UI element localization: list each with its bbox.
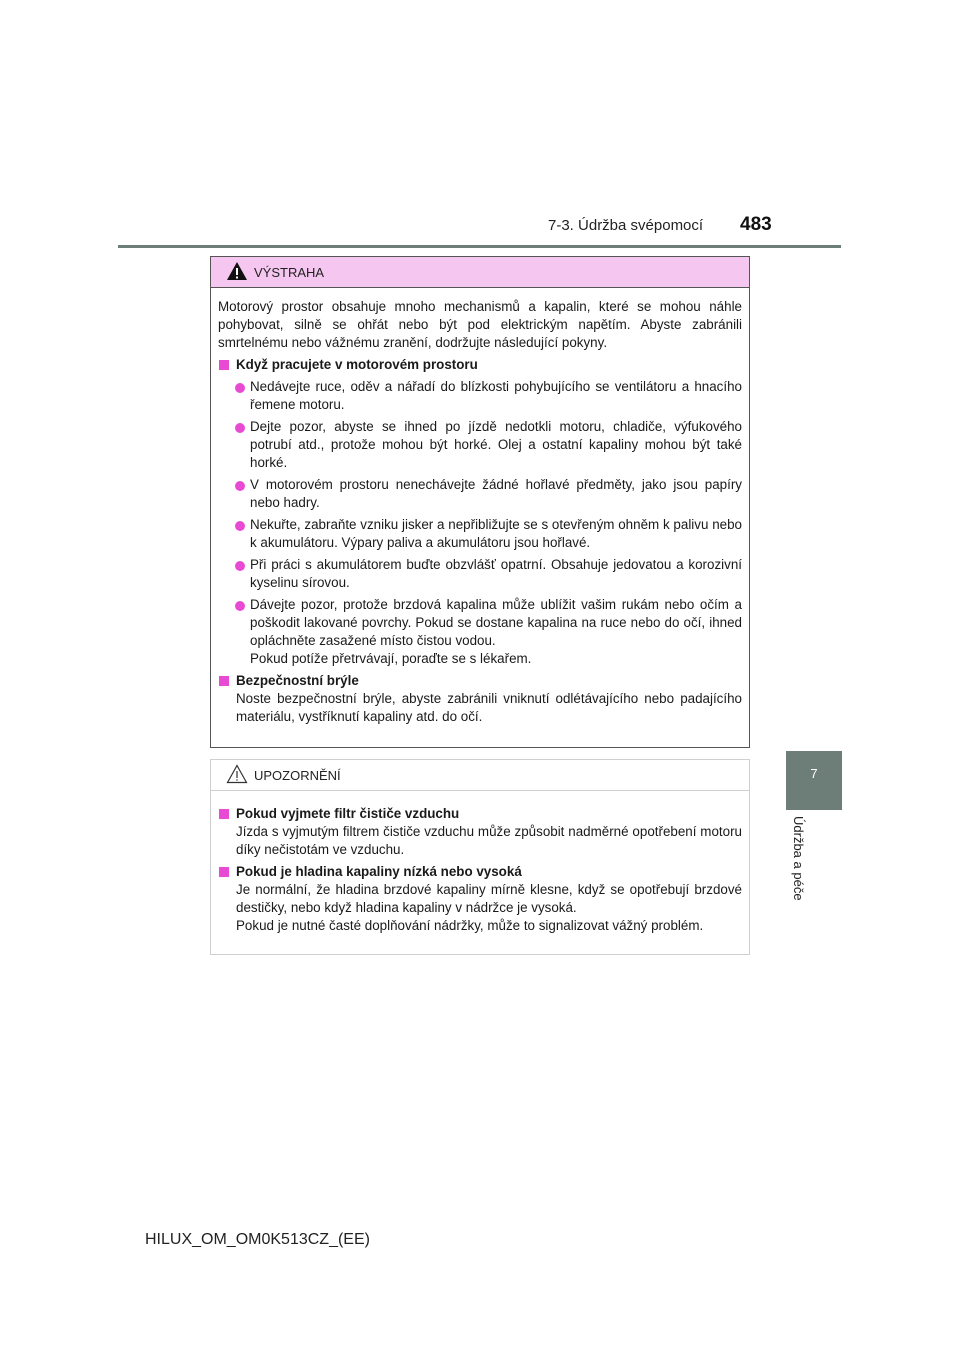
warning-section-heading — [218, 672, 742, 690]
warning-bullet-text: Dejte pozor, abyste se ihned po jízdě nedotkli motoru, chladiče, výfukového potrubí atd., protože mohou být horké. Olej a ostatní kapaliny mohou být také horké. — [250, 419, 742, 470]
notice-section-heading — [218, 805, 742, 823]
square-bullet-icon — [219, 809, 229, 819]
round-bullet-icon — [235, 601, 245, 611]
notice-section-title: Pokud vyjmete filtr čističe vzduchu — [236, 806, 460, 821]
warning-box — [210, 256, 750, 748]
notice-section-heading — [218, 863, 742, 881]
round-bullet-icon — [235, 521, 245, 531]
square-bullet-icon — [219, 360, 229, 370]
notice-section-text: Pokud je nutné časté doplňování nádržky, může to signalizovat vážný problém. — [236, 918, 704, 933]
chapter-tab-number: 7 — [810, 766, 818, 781]
warning-triangle-icon — [226, 261, 248, 281]
warning-header — [211, 257, 749, 288]
warning-bullet-text: Pokud potíže přetrvávají, poraďte se s lékařem. — [250, 651, 532, 666]
square-bullet-icon — [219, 676, 229, 686]
warning-bullet-item — [218, 418, 742, 472]
notice-section-text: Jízda s vyjmutým filtrem čističe vzduchu může způsobit nadměrné opotřebení motoru díky nečistotám ve vzduchu. — [236, 824, 742, 857]
warning-section-heading — [218, 356, 742, 374]
chapter-label-text: Údržba a péče — [791, 816, 806, 901]
footer-document-code: HILUX_OM_OM0K513CZ_(EE) — [145, 1231, 370, 1248]
notice-content — [211, 791, 749, 935]
notice-title: UPOZORNĚNÍ — [254, 768, 341, 783]
notice-box — [210, 759, 750, 955]
warning-bullet-text: Nedávejte ruce, oděv a nářadí do blízkosti pohybujícího se ventilátoru a hnacího řemene motoru. — [250, 379, 742, 412]
caution-triangle-icon — [226, 764, 248, 784]
warning-bullet-list — [218, 378, 742, 668]
warning-bullet-text: Dávejte pozor, protože brzdová kapalina může ublížit vašim rukám nebo očím a poškodit lakované povrchy. Pokud se dostane kapalina na ruce nebo do očí, ihned opláchněte zasažené místo čistou vodou. — [250, 597, 742, 648]
notice-section-title: Pokud je hladina kapaliny nízká nebo vysoká — [236, 864, 522, 879]
warning-intro: Motorový prostor obsahuje mnoho mechanismů a kapalin, které se mohou náhle pohybovat, silně se ohřát nebo být pod elektrickým napětím. Abyste zabránili smrtelnému nebo vážnému zranění, dodržujte následující pokyny. — [218, 299, 742, 350]
warning-title: VÝSTRAHA — [254, 265, 325, 280]
warning-bullet-text: Nekuřte, zabraňte vzniku jisker a nepřibližujte se s otevřeným ohněm k palivu nebo k akumulátoru. Výpary paliva a akumulátoru jsou hořlavé. — [250, 517, 742, 550]
page-number: 483 — [740, 214, 772, 235]
square-bullet-icon — [219, 867, 229, 877]
warning-bullet-item — [218, 378, 742, 414]
warning-section-title: Když pracujete v motorovém prostoru — [236, 357, 478, 372]
notice-header — [211, 760, 749, 791]
warning-section-title: Bezpečnostní brýle — [236, 673, 359, 688]
notice-section-text: Je normální, že hladina brzdové kapaliny mírně klesne, když se opotřebují brzdové destičky, nebo když hladina kapaliny v nádržce je vysoká. — [236, 882, 742, 915]
warning-bullet-item — [218, 596, 742, 668]
warning-content — [211, 288, 749, 726]
warning-bullet-text: Při práci s akumulátorem buďte obzvlášť opatrní. Obsahuje jedovatou a korozivní kyselinu sírovou. — [250, 557, 742, 590]
warning-bullet-item — [218, 516, 742, 552]
chapter-label — [786, 816, 814, 926]
warning-bullet-item — [218, 476, 742, 512]
header-section-title: 7-3. Údržba svépomocí — [548, 217, 704, 234]
round-bullet-icon — [235, 561, 245, 571]
warning-bullet-text: V motorovém prostoru nenechávejte žádné hořlavé předměty, jako jsou papíry nebo hadry. — [250, 477, 742, 510]
warning-bullet-item — [218, 556, 742, 592]
warning-section-text: Noste bezpečnostní brýle, abyste zabránili vniknutí odlétávajícího nebo padajícího materiálu, vystříknutí kapaliny atd. do očí. — [236, 691, 742, 724]
round-bullet-icon — [235, 383, 245, 393]
header-rule — [118, 245, 841, 248]
round-bullet-icon — [235, 481, 245, 491]
round-bullet-icon — [235, 423, 245, 433]
